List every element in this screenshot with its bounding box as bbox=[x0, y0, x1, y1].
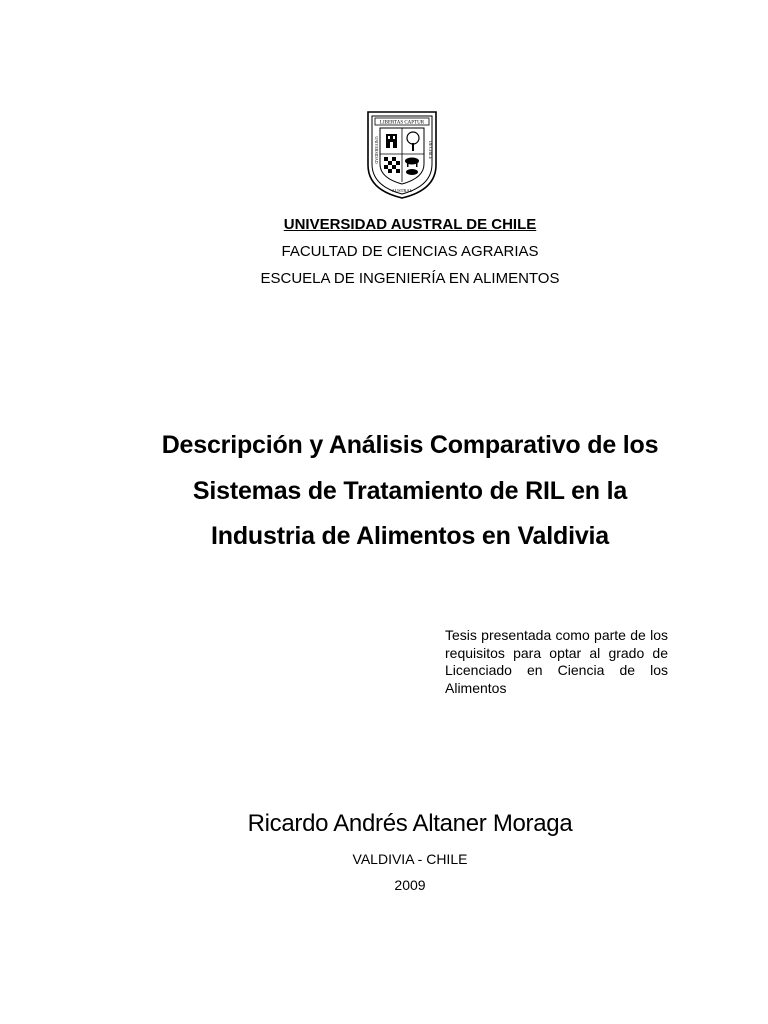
svg-text:DE CHILE: DE CHILE bbox=[428, 140, 433, 160]
faculty-name: FACULTAD DE CIENCIAS AGRARIAS bbox=[281, 243, 539, 260]
thesis-title-line-1: Descripción y Análisis Comparativo de los bbox=[161, 431, 659, 459]
svg-text:LIBERTAS CAPTUR: LIBERTAS CAPTUR bbox=[379, 120, 425, 126]
author-name: Ricardo Andrés Altaner Moraga bbox=[247, 810, 573, 837]
thesis-requirement-note: Tesis presentada como parte de los requisitos para optar al grado de Licenciado en Ciencia de los Alimentos bbox=[445, 627, 668, 696]
location: VALDIVIA - CHILE bbox=[352, 851, 468, 867]
svg-text:AUSTRAL: AUSTRAL bbox=[391, 188, 413, 193]
year: 2009 bbox=[394, 877, 426, 893]
school-name: ESCUELA DE INGENIERÍA EN ALIMENTOS bbox=[260, 270, 560, 287]
thesis-title-line-3: Industria de Alimentos en Valdivia bbox=[211, 522, 609, 550]
university-name: UNIVERSIDAD AUSTRAL DE CHILE bbox=[283, 216, 537, 233]
university-seal-logo bbox=[366, 110, 438, 200]
thesis-title-line-2: Sistemas de Tratamiento de RIL en la bbox=[192, 477, 628, 505]
svg-text:UNIVERSIDAD: UNIVERSIDAD bbox=[374, 136, 379, 164]
